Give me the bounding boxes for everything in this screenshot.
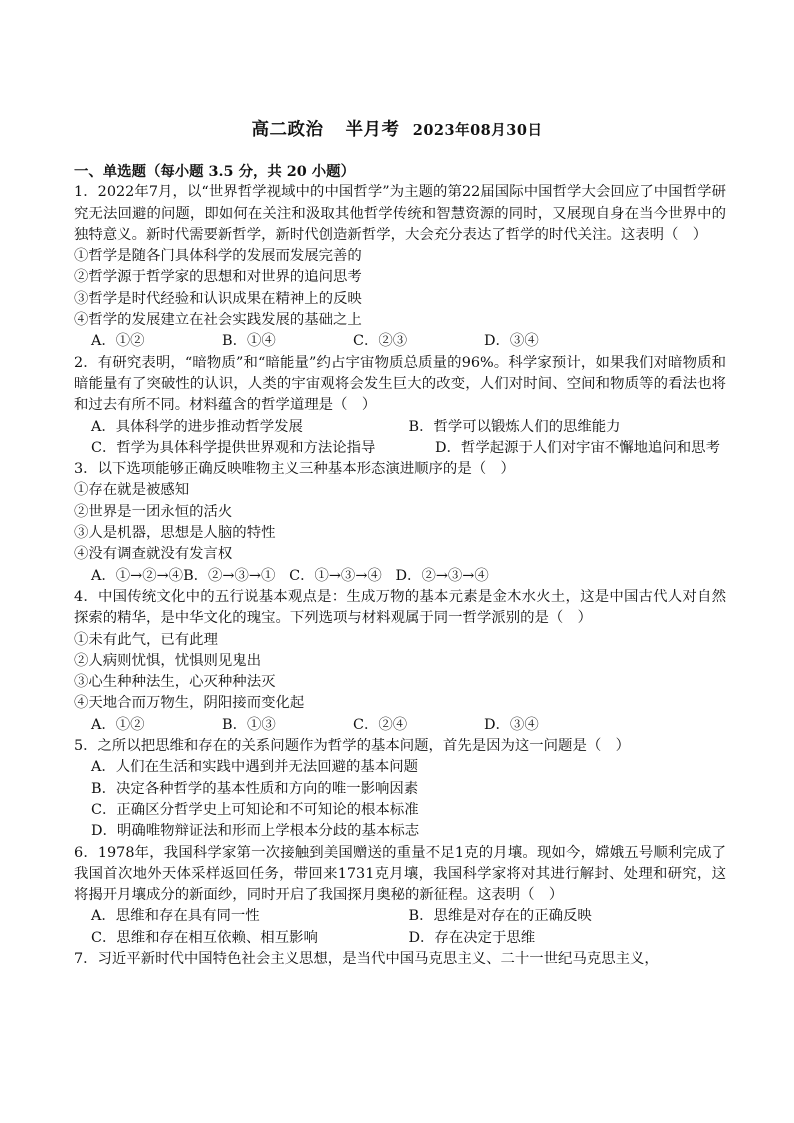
- question-2: [74, 353, 726, 459]
- question-stem: 3．以下选项能够正确反映唯物主义三种基本形态演进顺序的是（ ）: [74, 461, 515, 478]
- option-c: C．①→③→④: [289, 567, 382, 584]
- answer-options-row: [74, 906, 726, 927]
- option-c: C．②③: [353, 333, 408, 350]
- question-7: [74, 949, 726, 970]
- option-d: D．②→③→④: [395, 567, 489, 584]
- option-d: D．③④: [484, 333, 539, 350]
- option-a: A．①→②→④: [91, 567, 184, 584]
- statement-item: ②人病则忧惧，忧惧则见鬼出: [74, 652, 262, 669]
- answer-options-row: [74, 438, 726, 459]
- statement-item: ②世界是一团永恒的活火: [74, 503, 233, 520]
- question-3: [74, 459, 726, 587]
- statement-item: ①存在就是被感知: [74, 482, 190, 499]
- question-stem: 5．之所以把思维和存在的关系问题作为哲学的基本问题，首先是因为这一问题是（ ）: [74, 738, 631, 755]
- statement-item: ④哲学的发展建立在社会实践发展的基础之上: [74, 312, 362, 329]
- question-stem: 7．习近平新时代中国特色社会主义思想，是当代中国马克思主义、二十一世纪马克思主义，: [74, 950, 659, 967]
- statement-item: ③哲学是时代经验和认识成果在精神上的反映: [74, 290, 362, 307]
- exam-title: [0, 116, 794, 141]
- statement-item: ①未有此气，已有此理: [74, 631, 218, 648]
- option-d: D．哲学起源于人们对宇宙不懈地追问和思考: [435, 439, 720, 456]
- statement-item: ④没有调查就没有发言权: [74, 546, 233, 563]
- option-a: A．①②: [91, 716, 145, 733]
- exam-type: 半月考: [345, 120, 400, 140]
- answer-options: [74, 715, 726, 736]
- statement-item: ③心生种种法生，心灭种种法灭: [74, 674, 276, 691]
- question-4: [74, 587, 726, 736]
- option-a: A．人们在生活和实践中遇到并无法回避的基本问题: [91, 759, 418, 776]
- question-6: [74, 843, 726, 949]
- option-b: B．思维是对存在的正确反映: [408, 908, 592, 925]
- option-c: C．②④: [353, 716, 408, 733]
- section-heading: 一、单选题（每小题 3.5 分，共 20 小题）: [74, 163, 355, 180]
- question-5: [74, 736, 726, 842]
- exam-date: 2023年08月30日: [412, 122, 543, 139]
- answer-options-row: [74, 928, 726, 949]
- option-c: C．思维和存在相互依赖、相互影响: [91, 929, 318, 946]
- subject-title: 高二政治: [251, 120, 324, 140]
- statement-item: ③人是机器，思想是人脑的特性: [74, 525, 276, 542]
- option-a: A．思维和存在具有同一性: [91, 908, 260, 925]
- statement-item: ④天地合而万物生，阴阳接而变化起: [74, 695, 305, 712]
- option-b: B．②→③→①: [183, 567, 276, 584]
- answer-options: [74, 566, 726, 587]
- option-c: C．正确区分哲学史上可知论和不可知论的根本标准: [91, 801, 419, 818]
- question-1: [74, 182, 726, 352]
- question-stem: 1．2022年7月，以“世界哲学视域中的中国哲学”为主题的第22届国际中国哲学大会回应了中国哲学研究无法回避的问题，即如何在关注和汲取其他哲学传统和智慧资源的同时，又展现自身在当今世界中的独特意义。新时代需要新哲学，新时代创造新哲学，大会充分表达了哲学的时代关注。这表明（ ）: [74, 184, 726, 243]
- option-b: B．①③: [222, 716, 276, 733]
- answer-options: [74, 331, 726, 352]
- exam-content: [74, 161, 726, 970]
- option-d: D．明确唯物辩证法和形而上学根本分歧的基本标志: [91, 823, 420, 840]
- question-stem: 6．1978年，我国科学家第一次接触到美国赠送的重量不足1克的月壤。现如今，嫦娥五号顺利完成了我国首次地外天体采样返回任务，带回来1731克月壤，我国科学家将对其进行解封、处理和研究，这将揭开月壤成分的新面纱，同时开启了我国探月奥秘的新征程。这表明（ ）: [74, 844, 726, 904]
- option-d: D．③④: [484, 716, 539, 733]
- option-a: A．具体科学的进步推动哲学发展: [91, 418, 303, 435]
- option-b: B．①④: [222, 333, 276, 350]
- statement-item: ②哲学源于哲学家的思想和对世界的追问思考: [74, 269, 362, 286]
- option-d: D．存在决定于思维: [408, 929, 536, 946]
- option-b: B．哲学可以锻炼人们的思维能力: [408, 418, 621, 435]
- question-stem: 2．有研究表明，“暗物质”和“暗能量”约占宇宙物质总质量的96%。科学家预计，如果我们对暗物质和暗能量有了突破性的认识，人类的宇宙观将会发生巨大的改变，人们对时间、空间和物质等的看法也将和过去有所不同。材料蕴含的哲学道理是（ ）: [74, 354, 726, 414]
- statement-item: ①哲学是随各门具体科学的发展而发展完善的: [74, 248, 362, 265]
- answer-options-row: [74, 417, 726, 438]
- option-c: C．哲学为具体科学提供世界观和方法论指导: [91, 439, 376, 456]
- option-b: B．决定各种哲学的基本性质和方向的唯一影响因素: [91, 780, 419, 797]
- option-a: A．①②: [91, 333, 145, 350]
- question-stem: 4．中国传统文化中的五行说基本观点是：生成万物的基本元素是金木水火土，这是中国古代人对自然探索的精华，是中华文化的瑰宝。下列选项与材料观属于同一哲学派别的是（ ）: [74, 588, 726, 627]
